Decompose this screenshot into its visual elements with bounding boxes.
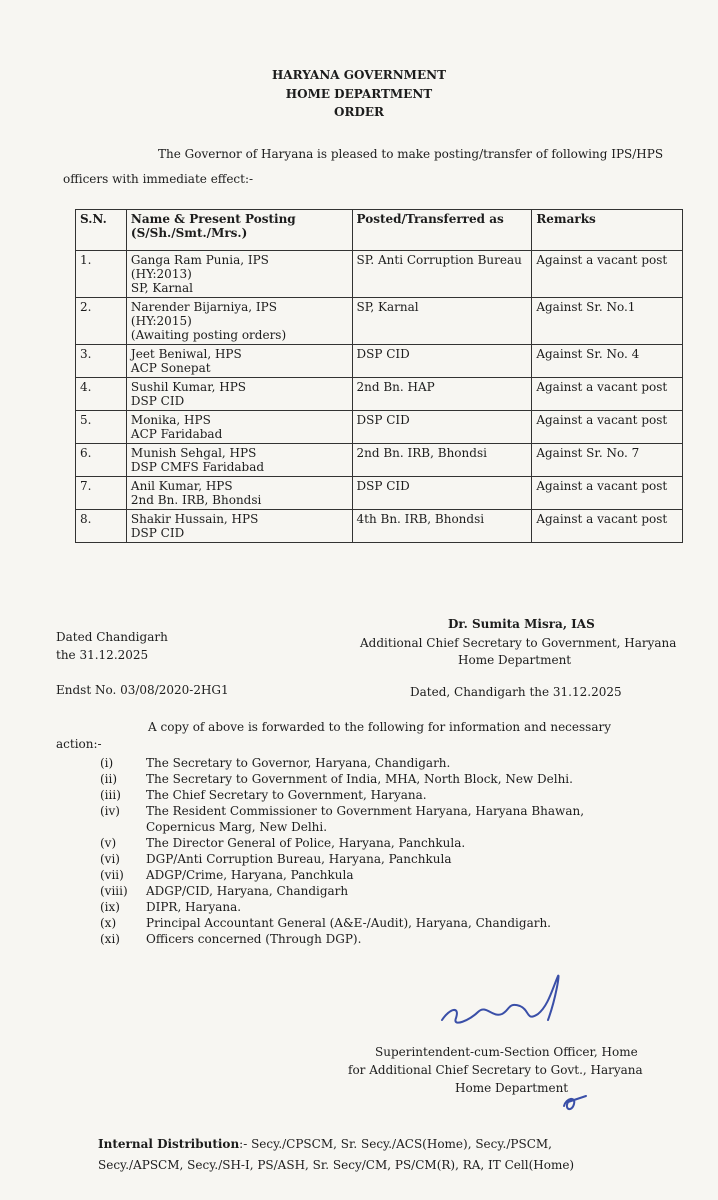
name-line: Sushil Kumar, HPS xyxy=(130,380,247,394)
list-item-text: DIPR, Haryana. xyxy=(146,900,242,914)
cell-posted: SP, Karnal xyxy=(352,298,532,345)
list-item-text: Officers concerned (Through DGP). xyxy=(146,932,362,946)
cell-posted: 2nd Bn. IRB, Bhondsi xyxy=(352,444,532,477)
cell-posted: SP. Anti Corruption Bureau xyxy=(352,251,532,298)
cell-posted: DSP CID xyxy=(352,345,532,378)
list-item xyxy=(100,899,656,915)
cell-sn: 7. xyxy=(76,477,127,510)
list-item-number: (v) xyxy=(100,836,117,850)
cell-sn: 4. xyxy=(76,378,127,411)
header-remarks: Remarks xyxy=(532,210,683,251)
cell-remarks: Against Sr. No. 4 xyxy=(532,345,683,378)
cell-remarks: Against a vacant post xyxy=(532,378,683,411)
list-item-text: The Secretary to Government of India, MHA, North Block, New Delhi. xyxy=(146,772,573,786)
distribution-list xyxy=(100,755,656,947)
name-line: ACP Sonepat xyxy=(130,361,211,375)
cell-sn: 3. xyxy=(76,345,127,378)
cell-name xyxy=(126,510,352,543)
cell-remarks: Against Sr. No.1 xyxy=(532,298,683,345)
dated-date: the 31.12.2025 xyxy=(56,648,149,662)
intro-line-1: The Governor of Haryana is pleased to make posting/transfer of following IPS/HPS xyxy=(158,147,664,161)
posting-table xyxy=(75,209,683,543)
list-item-number: (viii) xyxy=(100,884,128,898)
header-department: HOME DEPARTMENT xyxy=(285,87,433,101)
name-line: DSP CMFS Faridabad xyxy=(130,460,265,474)
cell-name xyxy=(126,477,352,510)
cell-posted: DSP CID xyxy=(352,411,532,444)
list-item-number: (i) xyxy=(100,756,114,770)
header-posted: Posted/Transferred as xyxy=(352,210,532,251)
intro-line-2: officers with immediate effect:- xyxy=(63,172,254,186)
name-line: DSP CID xyxy=(130,394,185,408)
list-item-text: ADGP/CID, Haryana, Chandigarh xyxy=(146,884,349,898)
header-government: HARYANA GOVERNMENT xyxy=(271,68,447,82)
name-line: 2nd Bn. IRB, Bhondsi xyxy=(130,493,262,507)
cell-posted: DSP CID xyxy=(352,477,532,510)
cell-name xyxy=(126,251,352,298)
copy-line-1: A copy of above is forwarded to the following for information and necessary xyxy=(148,720,611,734)
list-item xyxy=(100,883,656,899)
initials-mark xyxy=(560,1092,590,1116)
table-header-row xyxy=(76,210,683,251)
name-line: Anil Kumar, HPS xyxy=(130,479,233,493)
table-row xyxy=(76,510,683,543)
table-row xyxy=(76,378,683,411)
table-row xyxy=(76,251,683,298)
list-item xyxy=(100,771,656,787)
cell-posted: 2nd Bn. HAP xyxy=(352,378,532,411)
copy-line-2: action:- xyxy=(56,737,102,751)
list-item-text: DGP/Anti Corruption Bureau, Haryana, Panchkula xyxy=(146,852,452,866)
list-item-number: (iii) xyxy=(100,788,121,802)
endorsement-date: Dated, Chandigarh the 31.12.2025 xyxy=(410,685,622,699)
cell-posted: 4th Bn. IRB, Bhondsi xyxy=(352,510,532,543)
name-line: Narender Bijarniya, IPS xyxy=(130,300,277,314)
header-sn: S.N. xyxy=(76,210,127,251)
endorsement-number: Endst No. 03/08/2020-2HG1 xyxy=(56,683,229,697)
name-line: (Awaiting posting orders) xyxy=(130,328,287,342)
list-item-text: The Resident Commissioner to Government Haryana, Haryana Bhawan, Copernicus Marg, New Delhi. xyxy=(146,804,585,834)
list-item xyxy=(100,915,656,931)
list-item-number: (iv) xyxy=(100,804,120,818)
cell-name xyxy=(126,411,352,444)
header-order: ORDER xyxy=(334,105,384,119)
officer-department: Home Department xyxy=(455,1081,569,1095)
table-row xyxy=(76,411,683,444)
cell-name xyxy=(126,378,352,411)
cell-sn: 6. xyxy=(76,444,127,477)
list-item xyxy=(100,755,656,771)
cell-sn: 1. xyxy=(76,251,127,298)
signatory-name: Dr. Sumita Misra, IAS xyxy=(448,617,595,631)
list-item-number: (xi) xyxy=(100,932,120,946)
cell-remarks: Against Sr. No. 7 xyxy=(532,444,683,477)
list-item-text: The Director General of Police, Haryana, Panchkula. xyxy=(146,836,466,850)
name-line: ACP Faridabad xyxy=(130,427,223,441)
cell-name xyxy=(126,444,352,477)
internal-distribution-line-2: Secy./APSCM, Secy./SH-I, PS/ASH, Sr. Secy/CM, PS/CM(R), RA, IT Cell(Home) xyxy=(98,1158,575,1172)
table-row xyxy=(76,298,683,345)
signatory-title: Additional Chief Secretary to Government, Haryana xyxy=(360,636,677,650)
list-item-number: (vii) xyxy=(100,868,124,882)
list-item xyxy=(100,803,656,835)
list-item-number: (ii) xyxy=(100,772,118,786)
name-line: Ganga Ram Punia, IPS xyxy=(130,253,269,267)
internal-distribution-text: :- Secy./CPSCM, Sr. Secy./ACS(Home), Secy./PSCM, xyxy=(239,1137,552,1151)
name-line: (HY:2015) xyxy=(130,314,192,328)
cell-remarks: Against a vacant post xyxy=(532,251,683,298)
list-item-number: (x) xyxy=(100,916,117,930)
officer-designation: Superintendent-cum-Section Officer, Home xyxy=(375,1045,638,1059)
list-item-number: (vi) xyxy=(100,852,120,866)
list-item-text: The Chief Secretary to Government, Haryana. xyxy=(146,788,427,802)
cell-name xyxy=(126,298,352,345)
internal-distribution-label: Internal Distribution xyxy=(98,1137,240,1151)
cell-sn: 8. xyxy=(76,510,127,543)
table-row xyxy=(76,444,683,477)
cell-sn: 5. xyxy=(76,411,127,444)
list-item-text: ADGP/Crime, Haryana, Panchkula xyxy=(146,868,354,882)
name-line: DSP CID xyxy=(130,526,185,540)
list-item-number: (ix) xyxy=(100,900,120,914)
name-line: SP, Karnal xyxy=(130,281,193,295)
name-line: Jeet Beniwal, HPS xyxy=(130,347,242,361)
handwritten-signature xyxy=(430,968,590,1038)
dated-place: Dated Chandigarh xyxy=(56,630,168,644)
name-line: Shakir Hussain, HPS xyxy=(130,512,259,526)
list-item xyxy=(100,867,656,883)
cell-remarks: Against a vacant post xyxy=(532,411,683,444)
name-line: Monika, HPS xyxy=(130,413,211,427)
table-row xyxy=(76,345,683,378)
name-line: (HY:2013) xyxy=(130,267,192,281)
table-row xyxy=(76,477,683,510)
name-line: Munish Sehgal, HPS xyxy=(130,446,257,460)
internal-distribution-line-1 xyxy=(98,1137,552,1151)
cell-remarks: Against a vacant post xyxy=(532,510,683,543)
list-item-text: The Secretary to Governor, Haryana, Chandigarh. xyxy=(146,756,451,770)
list-item xyxy=(100,851,656,867)
list-item xyxy=(100,931,656,947)
cell-sn: 2. xyxy=(76,298,127,345)
officer-on-behalf: for Additional Chief Secretary to Govt., Haryana xyxy=(348,1063,643,1077)
cell-name xyxy=(126,345,352,378)
signatory-department: Home Department xyxy=(458,653,572,667)
header-name: Name & Present Posting (S/Sh./Smt./Mrs.) xyxy=(126,210,352,251)
list-item xyxy=(100,835,656,851)
list-item-text: Principal Accountant General (A&E-/Audit), Haryana, Chandigarh. xyxy=(146,916,551,930)
cell-remarks: Against a vacant post xyxy=(532,477,683,510)
list-item xyxy=(100,787,656,803)
